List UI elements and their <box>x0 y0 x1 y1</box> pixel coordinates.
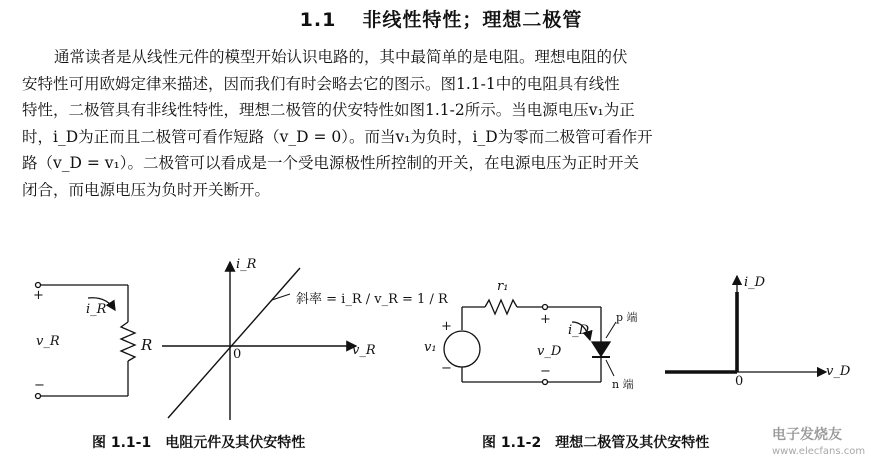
fig1-slope-label: 斜率 = i_R / v_R = 1 / R <box>296 292 448 307</box>
fig2-diode-plus: + <box>540 312 551 327</box>
fig2-resistor-label: r₁ <box>497 279 509 294</box>
diode-circuit <box>444 300 616 385</box>
fig2-x-axis-label: v_D <box>826 364 851 379</box>
fig2-y-axis-label: i_D <box>744 275 766 290</box>
terminal-bottom <box>36 394 41 399</box>
fig2-source-label: v₁ <box>424 340 437 355</box>
fig1-current-label: i_R <box>86 302 107 317</box>
paragraph-line: 特性，二极管具有非线性特性，理想二极管的伏安特性如图1.1-2所示。当电源电压v₁为正 <box>22 101 635 119</box>
p-leader <box>606 322 616 338</box>
fig2-origin-label: 0 <box>735 374 744 389</box>
section-title: 非线性特性；理想二极管 <box>362 9 583 31</box>
fig2-source-plus: + <box>441 319 452 334</box>
resistor-vi-graph <box>162 262 356 420</box>
figure1-caption: 图 1.1-1 电阻元件及其伏安特性 <box>92 435 306 451</box>
n-leader <box>606 360 614 376</box>
paragraph-line: 通常读者是从线性元件的模型开始认识电路的，其中最简单的是电阻。理想电阻的伏 <box>54 48 628 66</box>
watermark-logo: 电子发烧友 <box>772 427 842 443</box>
graph1-resistor-line <box>168 268 300 418</box>
fig1-y-axis-label: i_R <box>236 257 257 272</box>
figure2-caption: 图 1.1-2 理想二极管及其伏安特性 <box>482 435 710 451</box>
resistor-symbol <box>121 322 135 361</box>
paragraph-line: 闭合，而电源电压为负时开关断开。 <box>22 180 271 199</box>
fig1-x-axis-label: v_R <box>352 343 376 358</box>
fig2-current-label: i_D <box>568 323 590 338</box>
terminal-top <box>36 283 41 288</box>
fig1-minus-sign: − <box>34 378 45 393</box>
paragraph-line: 时，i_D为正而且二极管可看作短路（v_D = 0）。而当v₁为负时，i_D为零而二极管可看作开 <box>22 127 653 146</box>
series-resistor-symbol <box>485 300 517 314</box>
fig2-source-minus: − <box>441 361 452 376</box>
fig1-plus-sign: + <box>33 288 44 303</box>
diode-terminal-top <box>543 305 548 310</box>
fig2-n-terminal-label: n 端 <box>612 378 634 391</box>
fig2-p-terminal-label: p 端 <box>616 311 638 324</box>
fig2-diode-minus: − <box>540 364 551 379</box>
diode-triangle <box>592 342 610 356</box>
paragraph-line: 安特性可用欧姆定律来描述，因而我们有时会略去它的图示。图1.1-1中的电阻具有线性 <box>22 74 620 93</box>
watermark-url: www.elecfans.com <box>772 446 866 457</box>
fig1-voltage-label: v_R <box>36 334 60 349</box>
fig1-resistor-label: R <box>141 336 153 354</box>
fig1-origin-label: 0 <box>233 347 242 362</box>
diode-terminal-bottom <box>543 380 548 385</box>
section-number: 1.1 <box>299 9 337 31</box>
paragraph-line: 路（v_D = v₁）。二极管可以看成是一个受电源极性所控制的开关，在电源电压为正时开关 <box>22 154 639 172</box>
fig2-voltage-label: v_D <box>537 344 562 359</box>
diode-vi-graph <box>665 276 826 372</box>
